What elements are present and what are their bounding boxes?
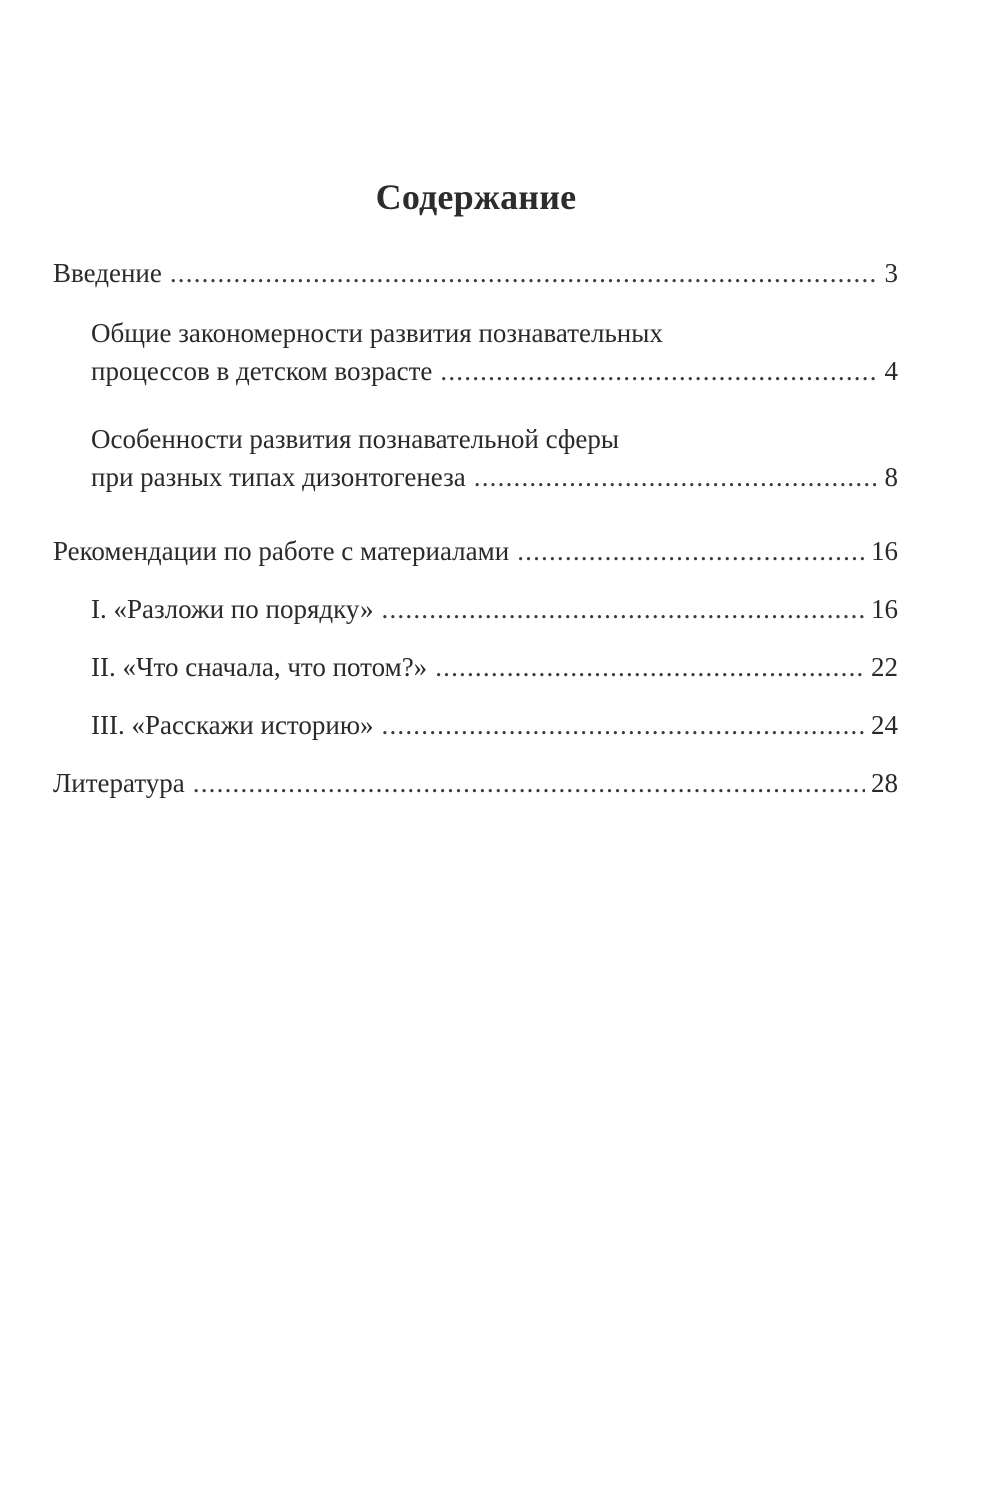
table-of-contents [53, 254, 898, 802]
toc-entry-text-line1: Общие закономерности развития познавательных [91, 318, 663, 348]
toc-entry-text: при разных типах дизонтогенеза [91, 462, 466, 492]
toc-entry-section-1[interactable] [53, 590, 898, 628]
toc-title: Содержание [375, 177, 577, 217]
toc-entry-general-patterns[interactable] [53, 314, 898, 390]
toc-entry-features-dysontogenesis[interactable] [53, 420, 898, 496]
toc-page-number: 16 [871, 594, 898, 624]
toc-page-number: 4 [884, 356, 898, 386]
toc-entry-text: Рекомендации по работе с материалами [53, 536, 510, 566]
toc-page-number: 3 [884, 258, 898, 288]
dot-leader [170, 254, 876, 292]
toc-page-number: 8 [884, 462, 898, 492]
toc-entry-text: II. «Что сначала, что потом?» [91, 652, 428, 682]
toc-page-number: 16 [871, 536, 898, 566]
toc-entry-text: процессов в детском возрасте [91, 356, 433, 386]
toc-entry-section-2[interactable] [53, 648, 898, 686]
toc-entry-text-line1: Особенности развития познавательной сферы [91, 424, 620, 454]
dot-leader [474, 458, 876, 496]
toc-entry-literature[interactable] [53, 764, 898, 802]
dot-leader [382, 706, 866, 744]
toc-entry-introduction[interactable] [53, 254, 898, 292]
toc-entry-text: I. «Разложи по порядку» [91, 594, 374, 624]
toc-entry-text: Введение [53, 258, 162, 288]
dot-leader [435, 648, 865, 686]
toc-entry-section-3[interactable] [53, 706, 898, 744]
dot-leader [440, 352, 876, 390]
toc-page-number: 24 [871, 710, 898, 740]
toc-page-number: 28 [871, 768, 898, 798]
toc-page-number: 22 [871, 652, 898, 682]
dot-leader [517, 532, 865, 570]
toc-entry-text: III. «Расскажи историю» [91, 710, 374, 740]
dot-leader [193, 764, 865, 802]
toc-entry-text: Литература [53, 768, 185, 798]
dot-leader [382, 590, 865, 628]
toc-entry-recommendations[interactable] [53, 532, 898, 570]
